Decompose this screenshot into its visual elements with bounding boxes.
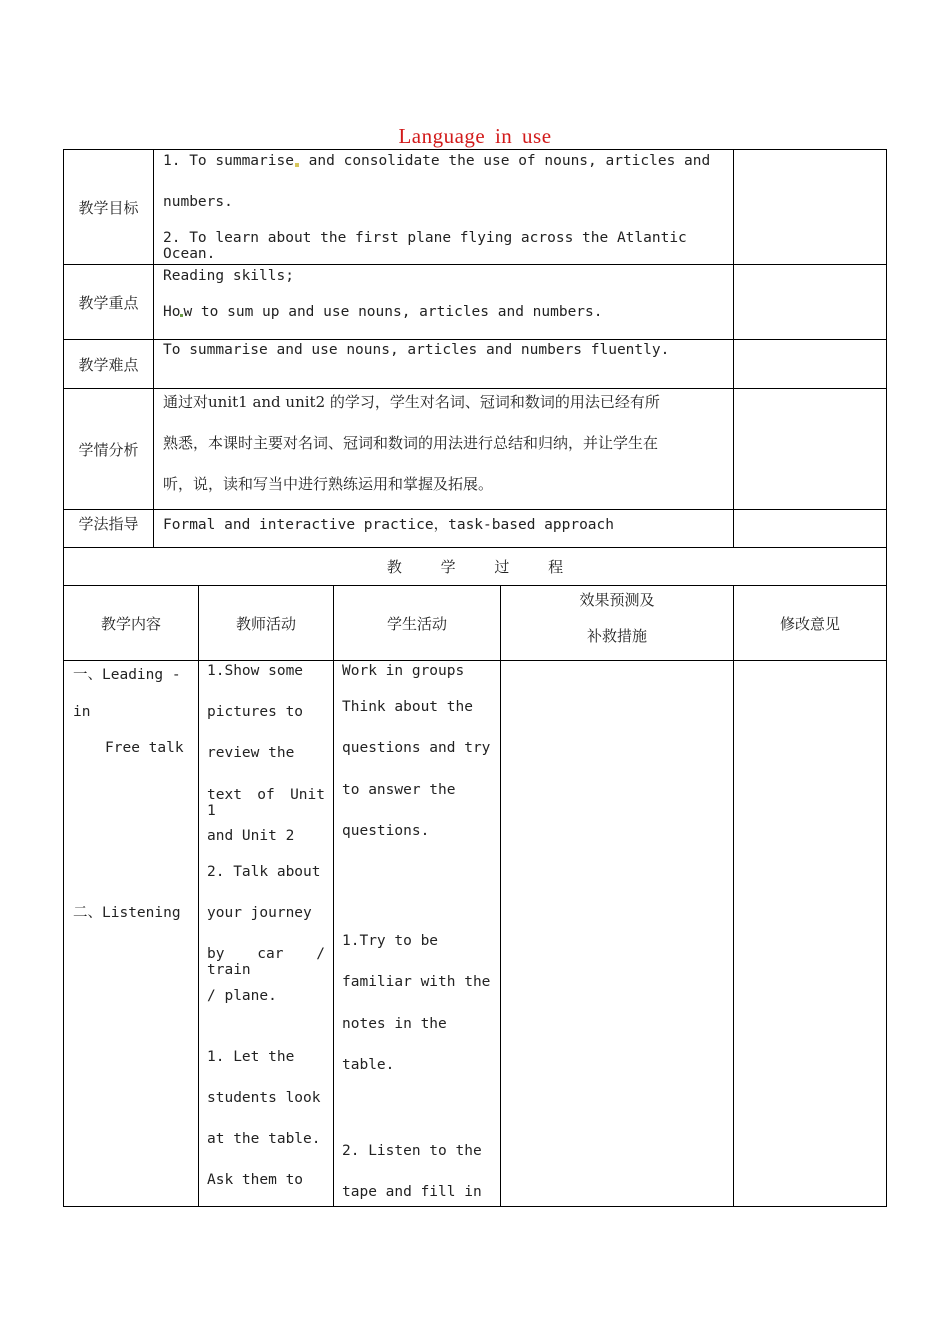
student-line: to answer the — [342, 782, 456, 798]
row-label-difficulties: 教学难点 — [78, 355, 139, 374]
student-line: questions and try — [342, 740, 491, 756]
student-line: 2. Listen to the — [342, 1143, 482, 1159]
teacher-line: / plane. — [207, 988, 277, 1004]
process-header: 教 学 过 程 — [386, 558, 564, 576]
teacher-line: by car / train — [207, 946, 325, 978]
col-header-teacher: 教师活动 — [235, 614, 296, 633]
student-line: questions. — [342, 823, 430, 839]
content-leading-in: 一、Leading - — [73, 667, 181, 683]
teacher-line: 1. Let the — [207, 1049, 295, 1065]
page-title: Language in use — [398, 124, 552, 148]
analysis-line-3: 听，说，读和写当中进行熟练运用和掌握及拓展。 — [163, 475, 494, 493]
student-line: Think about the — [342, 699, 473, 715]
student-line: table. — [342, 1057, 395, 1073]
objectives-line-1: 1. To summarise and consolidate the use of nouns, articles and — [163, 153, 711, 169]
objectives-line-2: numbers. — [163, 194, 233, 210]
student-line: familiar with the — [342, 974, 491, 990]
col-header-revision: 修改意见 — [779, 614, 840, 633]
row-label-analysis: 学情分析 — [78, 440, 139, 459]
student-line: notes in the — [342, 1016, 447, 1032]
analysis-line-2: 熟悉，本课时主要对名词、冠词和数词的用法进行总结和归纳，并让学生在 — [163, 434, 659, 452]
student-line: tape and fill in — [342, 1184, 482, 1200]
teacher-line: students look — [207, 1090, 321, 1106]
col-header-remedy: 补救措施 — [586, 627, 647, 645]
col-header-student: 学生活动 — [386, 614, 447, 633]
teacher-line: Ask them to — [207, 1172, 304, 1188]
col-header-content: 教学内容 — [100, 614, 161, 633]
col-header-effect: 效果预测及 — [579, 591, 655, 609]
content-listening: 二、Listening — [73, 905, 181, 921]
teacher-line: review the — [207, 745, 295, 761]
marker-icon — [295, 163, 299, 167]
teacher-line: 1.Show some — [207, 663, 304, 679]
teacher-line: and Unit 2 — [207, 828, 295, 844]
teacher-line: text of Unit 1 — [207, 787, 325, 819]
row-label-key-points: 教学重点 — [78, 293, 139, 312]
content-free-talk: Free talk — [105, 740, 184, 756]
difficulties-line-1: To summarise and use nouns, articles and numbers fluently. — [163, 342, 670, 358]
teacher-line: your journey — [207, 905, 312, 921]
teacher-line: at the table. — [207, 1131, 321, 1147]
key-points-line-1: Reading skills; — [163, 268, 294, 284]
marker-icon — [180, 314, 183, 317]
methods-line-1: Formal and interactive practice，task-based approach — [163, 517, 614, 533]
objectives-line-3: 2. To learn about the first plane flying across the Atlantic Ocean. — [163, 230, 687, 262]
row-label-methods: 学法指导 — [78, 514, 139, 533]
analysis-line-1: 通过对unit1 and unit2 的学习，学生对名词、冠词和数词的用法已经有所 — [163, 393, 660, 411]
key-points-line-2: Ho w to sum up and use nouns, articles and numbers. — [163, 304, 603, 320]
content-leading-in-cont: in — [73, 704, 91, 720]
row-label-objectives: 教学目标 — [78, 198, 139, 217]
teacher-line: 2. Talk about — [207, 864, 321, 880]
student-line: 1.Try to be — [342, 933, 439, 949]
student-line: Work in groups — [342, 663, 465, 679]
teacher-line: pictures to — [207, 704, 304, 720]
